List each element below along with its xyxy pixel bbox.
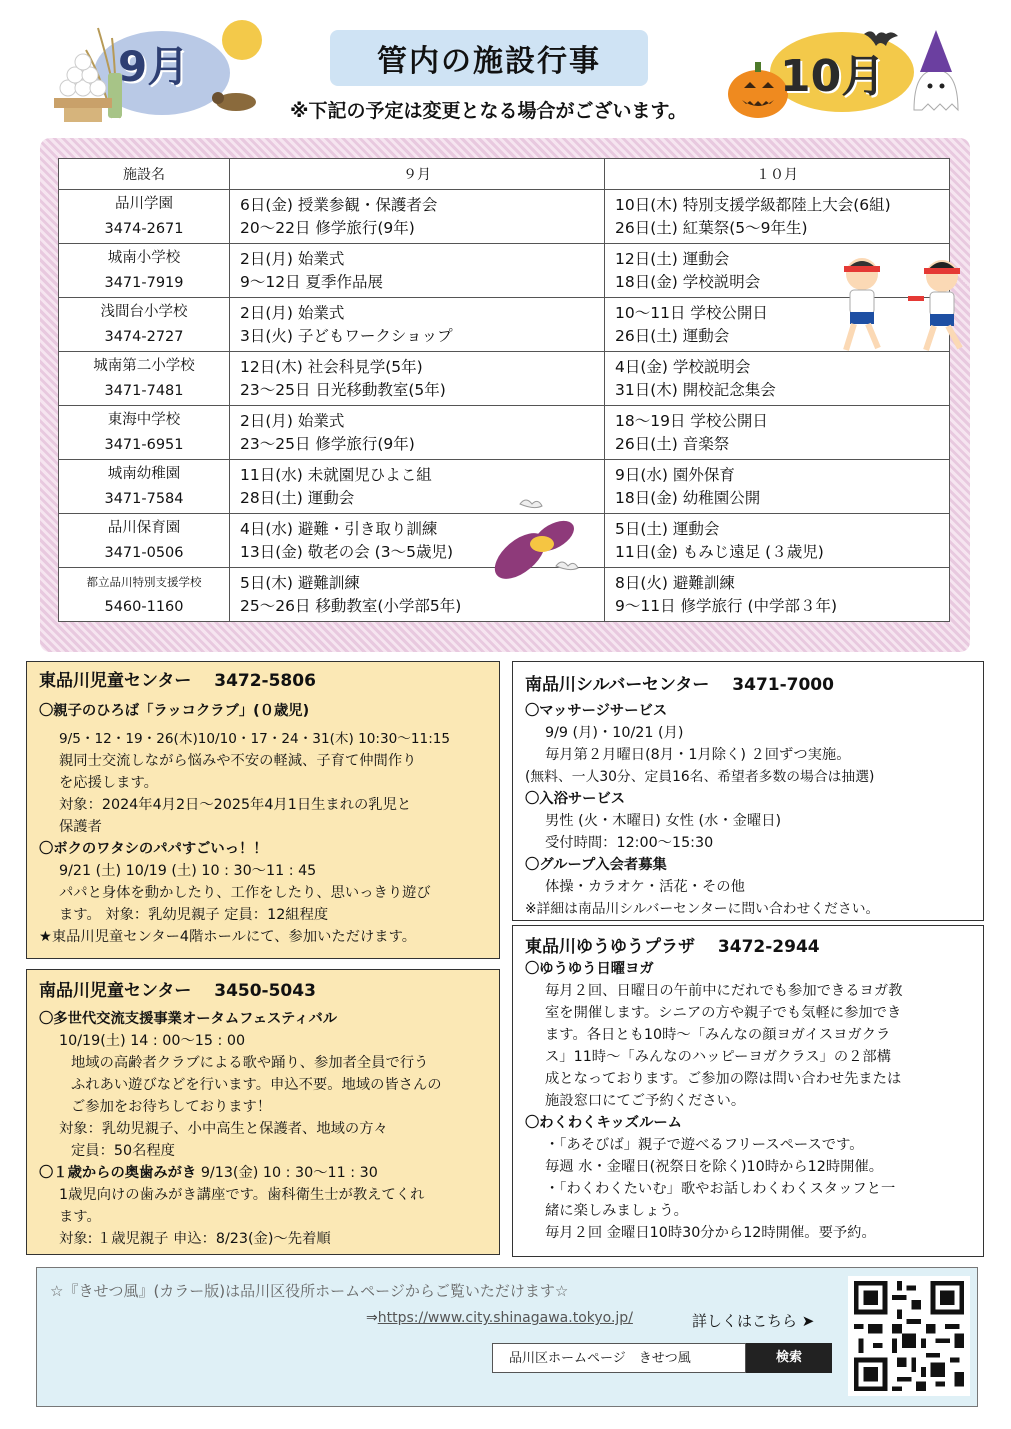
desc-line: 毎月２回、日曜日の午前中にだれでも参加できるヨガ教: [545, 983, 903, 999]
desc-line: ・「わくわくたいむ」歌やお話しわくわくスタッフと一: [545, 1181, 896, 1197]
desc-line: 受付時間：12:00～15:30: [545, 835, 714, 851]
schedule-line: 9/13(金) 10 : 30～11 : 30: [200, 1165, 378, 1181]
desc-line: 毎週 水・金曜日(祝祭日を除く)10時から12時開催。: [545, 1159, 884, 1175]
event: 26日(土) 音楽祭: [615, 434, 730, 453]
event: 2日(月) 始業式: [240, 411, 345, 430]
table-row: [59, 190, 950, 244]
box-title: 南品川児童センター 3450-5043: [39, 981, 316, 1001]
desc-line: 毎月第２月曜日(8月・1月除く) ２回ずつ実施。: [545, 747, 851, 763]
event: 10～11日 学校公開日: [615, 303, 768, 322]
september-cell: [230, 352, 605, 406]
desc-line: (無料、一人30分、定員16名、希望者多数の場合は抽選): [525, 769, 875, 785]
schedule-line: 9/21 (土) 10/19 (土) 10 : 30～11 : 45: [59, 863, 317, 879]
desc-line: ス」11時～「みんなのハッピーヨガクラス」の２部構: [545, 1049, 892, 1065]
facility-cell: [59, 514, 230, 568]
facility-tel: 3471-7481: [104, 382, 184, 399]
desc-line: 緒に楽しみましょう。: [545, 1203, 688, 1219]
table-row: [59, 352, 950, 406]
october-cell: [605, 568, 950, 622]
section-title: 〇入浴サービス: [525, 791, 626, 807]
desc-line: 1歳児向けの歯みがき講座です。歯科衛生士が教えてくれ: [59, 1187, 425, 1203]
event: 2日(月) 始業式: [240, 249, 345, 268]
section-title: 〇わくわくキッズルーム: [525, 1115, 682, 1131]
target-line: 対象：乳幼児親子、小中高生と保護者、地域の方々: [59, 1121, 388, 1137]
box-title: 東品川児童センター 3472-5806: [39, 671, 316, 691]
desc-line: 毎月２回 金曜日10時30分から12時開催。要予約。: [545, 1225, 876, 1241]
desc-line: ふれあい遊びなどを行います。申込不要。地域の皆さんの: [71, 1077, 442, 1093]
arrow-icon: ⇒: [366, 1310, 378, 1326]
capacity-line: 定員：50名程度: [71, 1143, 175, 1159]
header-facility: 施設名: [59, 159, 230, 190]
box-title: 東品川ゆうゆうプラザ 3472-2944: [525, 937, 820, 957]
event: 23～25日 修学旅行(9年): [240, 434, 415, 453]
event: 9～12日 夏季作品展: [240, 272, 384, 291]
desc-line: ご参加をお待ちしております！: [71, 1099, 272, 1115]
facility-cell: [59, 190, 230, 244]
section-title: 〇多世代交流支援事業オータムフェスティバル: [39, 1011, 338, 1027]
facility-name: 城南第二小学校: [93, 357, 195, 374]
event: 8日(火) 避難訓練: [615, 573, 735, 592]
facility-tel: 3471-7584: [104, 490, 184, 507]
facility-tel: 5460-1160: [104, 598, 184, 615]
september-cell: [230, 190, 605, 244]
event: 11日(水) 未就園児ひよこ組: [240, 465, 432, 484]
desc-line: 親同士交流しながら悩みや不安の軽減、子育て仲間作り: [59, 753, 417, 769]
event: 28日(土) 運動会: [240, 488, 355, 507]
page-title: 管内の施設行事: [330, 30, 648, 86]
october-cell: [605, 514, 950, 568]
sweet-potato-illustration: [490, 496, 590, 592]
event: 11日(金) もみじ遠足 (３歳児): [615, 542, 824, 561]
desc-line: 男性 (火・木曜日) 女性 (水・金曜日): [545, 813, 782, 829]
event: 23～25日 日光移動教室(5年): [240, 380, 446, 399]
footer-note: ☆『きせつ風』(カラー版)は品川区役所ホームページからご覧いただけます☆: [50, 1282, 569, 1300]
higashi-children-center-box: [26, 661, 500, 959]
desc-line: ます。: [59, 1209, 101, 1225]
event: 3日(火) 子どもワークショップ: [240, 326, 453, 345]
silver-center-box: [512, 661, 984, 921]
target-line: 対象：2024年4月2日～2025年4月1日生まれの乳児と: [59, 797, 412, 813]
event: 31日(木) 開校記念集会: [615, 380, 776, 399]
event: 25～26日 移動教室(小学部5年): [240, 596, 462, 615]
header-october: １０月: [605, 159, 950, 190]
schedule-line: 10/19(土) 14 : 00～15 : 00: [59, 1033, 246, 1049]
search-button[interactable]: 検索: [746, 1343, 832, 1373]
october-cell: [605, 460, 950, 514]
search-input[interactable]: 品川区ホームページ きせつ風: [492, 1343, 746, 1373]
september-badge: 9月: [118, 42, 190, 91]
relay-runners-illustration: [830, 250, 980, 356]
facility-tel: 3474-2671: [104, 220, 184, 237]
section-title: 〇１歳からの奥歯みがき: [39, 1165, 197, 1181]
table-row: [59, 244, 950, 298]
facility-cell: [59, 352, 230, 406]
desc-line: 室を開催します。シニアの方や親子でも気軽に参加でき: [545, 1005, 902, 1021]
facility-name: 浅間台小学校: [100, 303, 188, 320]
september-cell: [230, 406, 605, 460]
table-header-row: [59, 159, 950, 190]
website-link[interactable]: https://www.city.shinagawa.tokyo.jp/: [377, 1310, 633, 1326]
event: 5日(土) 運動会: [615, 519, 720, 538]
table-row: [59, 406, 950, 460]
event: 4日(水) 避難・引き取り訓練: [240, 519, 438, 538]
facility-name: 品川学園: [115, 195, 173, 212]
venue-note: ★東品川児童センター4階ホールにて、参加いただけます。: [39, 929, 417, 945]
event: 2日(月) 始業式: [240, 303, 345, 322]
event: 18日(金) 幼稚園公開: [615, 488, 761, 507]
desc-line: パパと身体を動かしたり、工作をしたり、思いっきり遊び: [59, 885, 431, 901]
facility-name: 城南幼稚園: [107, 465, 181, 482]
event: 18～19日 学校公開日: [615, 411, 768, 430]
event: 4日(金) 学校説明会: [615, 357, 751, 376]
facility-cell: [59, 406, 230, 460]
event: 6日(金) 授業参観・保護者会: [240, 195, 438, 214]
facility-name: 都立品川特別支援学校: [86, 574, 202, 589]
desc-line: 体操・カラオケ・活花・その他: [545, 879, 745, 895]
facility-name: 城南小学校: [107, 249, 181, 266]
details-link[interactable]: 詳しくはこちら ➤: [692, 1312, 815, 1330]
facility-cell: [59, 568, 230, 622]
facility-tel: 3471-7919: [104, 274, 184, 291]
note-line: ※詳細は南品川シルバーセンターに問い合わせください。: [525, 901, 880, 917]
event: 18日(金) 学校説明会: [615, 272, 761, 291]
september-cell: [230, 244, 605, 298]
facility-name: 品川保育園: [107, 519, 181, 536]
october-badge: 10月: [780, 51, 886, 102]
desc-line: ます。各日とも10時～「みんなの顔ヨガイスヨガクラ: [545, 1027, 891, 1043]
cricket-icon: [212, 92, 256, 111]
october-cell: [605, 352, 950, 406]
minami-children-center-box: [26, 969, 500, 1255]
october-cell: [605, 190, 950, 244]
event: 5日(木) 避難訓練: [240, 573, 360, 592]
target-line: 対象: １歳児親子 申込：8/23(金)～先着順: [59, 1231, 331, 1247]
facility-name: 東海中学校: [107, 411, 181, 428]
facility-tel: 3471-6951: [104, 436, 184, 453]
event: 9日(水) 園外保育: [615, 465, 735, 484]
yuyu-plaza-box: [512, 925, 984, 1257]
relay-baton-icon: [908, 296, 924, 301]
facility-cell: [59, 244, 230, 298]
september-cell: [230, 298, 605, 352]
facility-tel: 3471-0506: [104, 544, 184, 561]
event: 20～22日 修学旅行(9年): [240, 218, 415, 237]
desc-line: を応援します。: [59, 775, 158, 791]
section-title: 〇マッサージサービス: [525, 703, 668, 719]
schedule-line: 9/5・12・19・26(木)10/10・17・24・31(木) 10:30～11:15: [59, 731, 451, 747]
schedule-line: 9/9 (月)・10/21 (月): [545, 725, 684, 741]
moon-icon: [222, 20, 262, 60]
schedule-notice: ※下記の予定は変更となる場合がございます。: [290, 100, 687, 122]
table-row: [59, 298, 950, 352]
section-title: 〇親子のひろば「ラッコクラブ」(０歳児): [39, 703, 310, 719]
desc-line: ます。 対象：乳幼児親子 定員：12組程度: [59, 907, 329, 923]
section-title: 〇グループ入会者募集: [525, 857, 667, 873]
facility-cell: [59, 298, 230, 352]
box-title: 南品川シルバーセンター 3471-7000: [525, 675, 834, 695]
header-september: ９月: [230, 159, 605, 190]
event: 13日(金) 敬老の会 (3～5歳児): [240, 542, 453, 561]
facility-tel: 3474-2727: [104, 328, 184, 345]
event: 9～11日 修学旅行 (中学部３年): [615, 596, 838, 615]
event: 26日(土) 紅葉祭(5～9年生): [615, 218, 808, 237]
event: 12日(土) 運動会: [615, 249, 730, 268]
ghost-icon: [914, 30, 958, 110]
section-title: 〇ボクのワタシのパパすごいっ！！: [39, 841, 268, 857]
event: 10日(木) 特別支援学級都陸上大会(6組): [615, 195, 891, 214]
section-title: 〇ゆうゆう日曜ヨガ: [525, 961, 654, 977]
desc-line: 成となっております。ご参加の際は問い合わせ先または: [545, 1071, 902, 1087]
desc-line: ・「あそびば」親子で遊べるフリースペースです。: [545, 1137, 864, 1153]
october-cell: [605, 406, 950, 460]
qr-code-icon[interactable]: [848, 1276, 970, 1396]
facility-cell: [59, 460, 230, 514]
desc-line: 地域の高齢者クラブによる歌や踊り、参加者全員で行う: [71, 1055, 429, 1071]
target-line: 保護者: [59, 819, 102, 835]
desc-line: 施設窓口にてご予約ください。: [545, 1093, 746, 1109]
event: 26日(土) 運動会: [615, 326, 730, 345]
event: 12日(木) 社会科見学(5年): [240, 357, 423, 376]
